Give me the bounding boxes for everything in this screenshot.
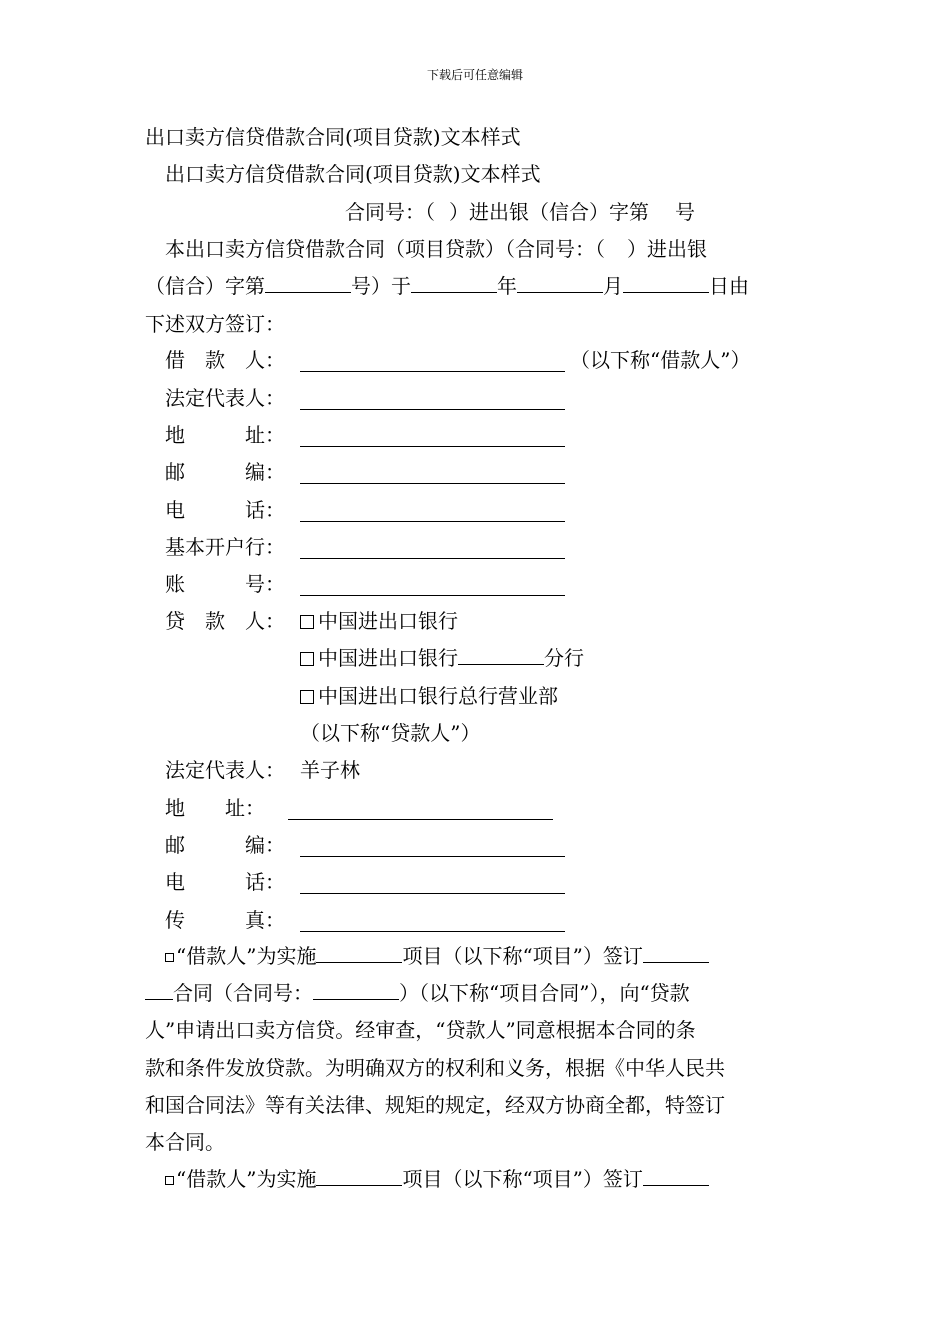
document-subtitle: 出口卖方信贷借款合同(项目贷款)文本样式 xyxy=(165,162,541,186)
lender-option-1[interactable] xyxy=(300,608,458,634)
contract-name-blank[interactable] xyxy=(643,944,709,963)
borrower-zip-label: 邮 编： xyxy=(165,460,285,484)
borrower-rep-field[interactable] xyxy=(300,385,565,410)
day-blank[interactable] xyxy=(623,274,709,293)
contract-name-blank-cont[interactable] xyxy=(145,981,173,1000)
project-name-blank-2[interactable] xyxy=(316,1167,402,1186)
lender-option-text: 中国进出口银行总行营业部 xyxy=(318,684,558,708)
branch-blank[interactable] xyxy=(458,646,544,665)
intro-text: ）进出银 xyxy=(627,237,707,261)
lender-option-2[interactable] xyxy=(300,645,584,671)
para-text: “借款人”为实施 xyxy=(176,1167,317,1191)
lender-fax-label: 传 真： xyxy=(165,908,285,932)
intro-text: 月 xyxy=(603,274,623,298)
contract-number-suffix: ）进出银（信合）字第 xyxy=(449,200,649,224)
lender-phone-field[interactable] xyxy=(300,869,565,894)
para1-line-2 xyxy=(145,980,690,1006)
lender-address-label: 地 址： xyxy=(165,796,265,820)
lender-fax-field[interactable] xyxy=(300,907,565,932)
para-text: “借款人”为实施 xyxy=(176,944,317,968)
checkbox-icon[interactable] xyxy=(300,615,314,629)
borrower-account-label: 账 号： xyxy=(165,572,285,596)
year-blank[interactable] xyxy=(411,274,497,293)
project-name-blank[interactable] xyxy=(316,944,402,963)
lender-phone-label: 电 话： xyxy=(165,870,285,894)
small-box-icon xyxy=(165,953,174,962)
para1-line-4: 款和条件发放贷款。为明确双方的权利和义务，根据《中华人民共 xyxy=(145,1056,725,1080)
para1-line-1 xyxy=(165,943,709,969)
lender-option-text: 中国进出口银行 xyxy=(318,609,458,633)
document-title: 出口卖方信贷借款合同(项目贷款)文本样式 xyxy=(145,125,521,149)
project-contract-no-blank[interactable] xyxy=(313,981,399,1000)
lender-note: （以下称“贷款人”） xyxy=(300,721,481,745)
lender-option-text: 分行 xyxy=(544,646,584,670)
contract-number-end: 号 xyxy=(675,200,695,224)
intro-text: 本出口卖方信贷借款合同（项目贷款）（合同号：（ xyxy=(165,237,605,261)
para-text: 项目（以下称“项目”）签订 xyxy=(402,1167,643,1191)
lender-zip-label: 邮 编： xyxy=(165,833,285,857)
intro-line-3: 下述双方签订： xyxy=(145,312,285,336)
para-text: 项目（以下称“项目”）签订 xyxy=(402,944,643,968)
borrower-zip-field[interactable] xyxy=(300,459,565,484)
intro-text: （信合）字第 xyxy=(145,274,265,298)
borrower-rep-label: 法定代表人： xyxy=(165,386,285,410)
lender-option-text: 中国进出口银行 xyxy=(318,646,458,670)
intro-text: 号）于 xyxy=(351,274,411,298)
contract-seq-blank[interactable] xyxy=(265,274,351,293)
borrower-account-field[interactable] xyxy=(300,571,565,596)
lender-option-3[interactable] xyxy=(300,683,558,709)
borrower-address-label: 地 址： xyxy=(165,423,285,447)
lender-rep-label: 法定代表人： xyxy=(165,758,285,782)
lender-zip-field[interactable] xyxy=(300,832,565,857)
page-header: 下载后可任意编辑 xyxy=(426,68,523,82)
para1-line-3: 人”申请出口卖方信贷。经审查，“贷款人”同意根据本合同的条 xyxy=(145,1018,696,1042)
month-blank[interactable] xyxy=(517,274,603,293)
checkbox-icon[interactable] xyxy=(300,652,314,666)
contract-number-line xyxy=(345,199,695,225)
lender-rep-value: 羊子林 xyxy=(300,758,360,782)
borrower-phone-field[interactable] xyxy=(300,497,565,522)
contract-name-blank-2[interactable] xyxy=(643,1167,709,1186)
lender-label: 贷 款 人： xyxy=(165,609,285,633)
para1-line-6: 本合同。 xyxy=(145,1130,225,1154)
intro-line-1 xyxy=(165,236,707,262)
contract-number-prefix: 合同号：（ xyxy=(345,200,435,224)
borrower-name-label: 借 款 人： xyxy=(165,348,285,372)
para2-line-1 xyxy=(165,1166,709,1192)
checkbox-icon[interactable] xyxy=(300,690,314,704)
borrower-bank-label: 基本开户行： xyxy=(165,535,285,559)
intro-text: 年 xyxy=(497,274,517,298)
borrower-bank-field[interactable] xyxy=(300,534,565,559)
para1-line-5: 和国合同法》等有关法律、规矩的规定，经双方协商全都，特签订 xyxy=(145,1093,725,1117)
para-text: ）（以下称“项目合同”），向“贷款 xyxy=(399,981,690,1005)
borrower-phone-label: 电 话： xyxy=(165,498,285,522)
intro-text: 日由 xyxy=(709,274,749,298)
lender-address-field[interactable] xyxy=(288,795,553,820)
borrower-note: （以下称“借款人”） xyxy=(570,348,751,372)
intro-line-2 xyxy=(145,273,749,299)
borrower-name-field[interactable] xyxy=(300,347,565,372)
small-box-icon xyxy=(165,1176,174,1185)
para-text: 合同（合同号： xyxy=(173,981,313,1005)
borrower-address-field[interactable] xyxy=(300,422,565,447)
